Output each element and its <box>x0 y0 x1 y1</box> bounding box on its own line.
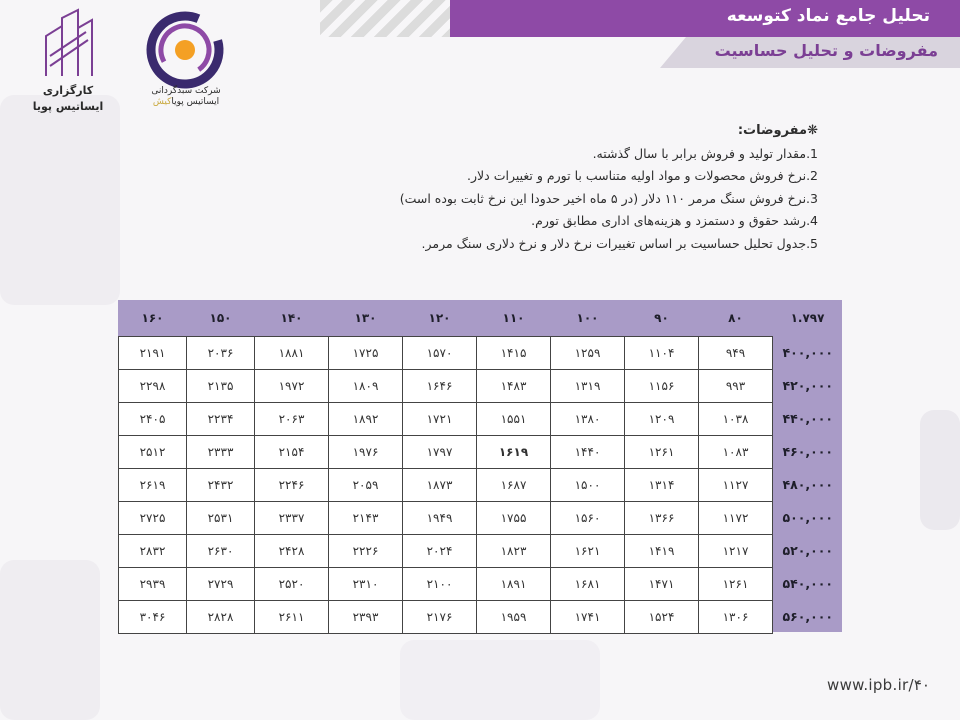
table-cell: ۱۷۹۷ <box>403 435 477 468</box>
assumption-item: 2.نرخ فروش محصولات و مواد اولیه متناسب با تورم و تغییرات دلار. <box>467 168 818 183</box>
section-title: مفروضات و تحلیل حساسیت <box>714 41 938 60</box>
table-cell: ۲۶۱۹ <box>119 468 187 501</box>
table-row <box>119 369 843 402</box>
table-cell: ۲۷۲۹ <box>187 567 255 600</box>
table-cell: ۱۸۸۱ <box>255 336 329 369</box>
table-cell: ۲۴۰۵ <box>119 402 187 435</box>
assumptions-heading-text: مفروضات: <box>737 123 808 138</box>
table-cell: ۲۹۳۹ <box>119 567 187 600</box>
page-title: تحلیل جامع نماد کتوسعه <box>726 6 930 26</box>
table-cell: ۲۴۳۲ <box>187 468 255 501</box>
table-cell: ۱۴۱۵ <box>477 336 551 369</box>
assumption-item: 3.نرخ فروش سنگ مرمر ۱۱۰ دلار (در ۵ ماه اخیر حدودا این نرخ ثابت بوده است) <box>399 190 818 206</box>
table-cell: ۱۶۸۱ <box>551 567 625 600</box>
row-header: ۴۲۰,۰۰۰ <box>782 378 834 393</box>
background-panel <box>920 410 960 530</box>
table-row <box>119 336 843 369</box>
table-cell: ۱۰۸۳ <box>699 435 773 468</box>
background-panel <box>0 95 120 305</box>
column-header: ۱۵۰ <box>209 310 232 325</box>
logo-text: کارگزاری <box>42 84 94 97</box>
table-cell: ۱۲۶۱ <box>625 435 699 468</box>
background-panel <box>0 560 100 720</box>
table-row <box>119 534 843 567</box>
table-cell: ۲۱۹۱ <box>119 336 187 369</box>
table-row <box>119 567 843 600</box>
table-row <box>119 468 843 501</box>
table-cell: ۳۰۴۶ <box>119 600 187 633</box>
sensitivity-table <box>118 300 843 634</box>
row-header: ۴۰۰,۰۰۰ <box>782 345 834 360</box>
sensitivity-table-container <box>118 300 842 632</box>
table-row <box>119 501 843 534</box>
table-cell: ۲۷۲۵ <box>119 501 187 534</box>
background-panel <box>400 640 600 720</box>
table-cell: ۱۸۹۱ <box>477 567 551 600</box>
table-cell: ۱۶۲۱ <box>551 534 625 567</box>
table-cell: ۱۰۳۸ <box>699 402 773 435</box>
table-cell: ۲۵۲۰ <box>255 567 329 600</box>
table-row <box>119 402 843 435</box>
table-cell: ۱۸۹۲ <box>329 402 403 435</box>
table-cell: ۲۰۳۶ <box>187 336 255 369</box>
logo-line: شرکت سبدگردانی <box>151 86 221 96</box>
column-header: ۱۲۰ <box>428 310 451 325</box>
column-header: ۱۰۰ <box>576 310 599 325</box>
column-header: ۸۰ <box>728 310 743 325</box>
table-cell: ۱۷۴۱ <box>551 600 625 633</box>
logo-text: ایساتیس پویا <box>32 100 104 113</box>
row-header: ۴۴۰,۰۰۰ <box>782 411 834 426</box>
logo-line: کیش <box>152 97 172 107</box>
table-cell: ۲۳۹۳ <box>329 600 403 633</box>
table-cell: ۲۵۳۱ <box>187 501 255 534</box>
table-cell: ۲۸۲۸ <box>187 600 255 633</box>
table-cell: ۱۱۰۴ <box>625 336 699 369</box>
table-cell: ۱۴۸۳ <box>477 369 551 402</box>
table-cell: ۲۳۳۳ <box>187 435 255 468</box>
table-cell: ۱۳۱۹ <box>551 369 625 402</box>
assumptions-heading: ❋مفروضات: <box>737 123 818 138</box>
logo-line: ایساتیس پویا <box>171 97 220 107</box>
table-cell: ۱۳۱۴ <box>625 468 699 501</box>
kargozari-logo-icon <box>28 6 108 118</box>
table-cell: ۹۹۳ <box>699 369 773 402</box>
table-row <box>119 600 843 633</box>
column-header: ۹۰ <box>654 310 669 325</box>
table-cell: ۲۲۳۴ <box>187 402 255 435</box>
table-cell: ۲۱۵۴ <box>255 435 329 468</box>
row-header: ۵۲۰,۰۰۰ <box>782 543 834 558</box>
table-cell: ۱۶۸۷ <box>477 468 551 501</box>
table-cell: ۱۱۷۲ <box>699 501 773 534</box>
table-cell: ۲۶۳۰ <box>187 534 255 567</box>
column-header: ۱۶۰ <box>141 310 164 325</box>
table-cell: ۱۲۱۷ <box>699 534 773 567</box>
table-corner: ۱.۷۹۷ <box>790 311 825 325</box>
table-cell: ۲۱۰۰ <box>403 567 477 600</box>
table-cell: ۱۹۷۶ <box>329 435 403 468</box>
table-cell: ۲۳۳۷ <box>255 501 329 534</box>
table-cell: ۱۲۶۱ <box>699 567 773 600</box>
table-cell: ۲۱۴۳ <box>329 501 403 534</box>
table-cell: ۱۹۴۹ <box>403 501 477 534</box>
table-cell: ۱۱۲۷ <box>699 468 773 501</box>
footer-url: www.ipb.ir <box>827 676 909 694</box>
table-cell: ۲۱۷۶ <box>403 600 477 633</box>
table-cell: ۱۲۵۹ <box>551 336 625 369</box>
assumptions-block <box>258 120 818 255</box>
footer: www.ipb.ir/۴۰ <box>827 676 930 694</box>
table-cell: ۲۲۲۶ <box>329 534 403 567</box>
table-cell: ۱۵۵۱ <box>477 402 551 435</box>
table-body <box>119 336 843 633</box>
table-cell: ۲۲۴۶ <box>255 468 329 501</box>
row-header: ۴۶۰,۰۰۰ <box>782 444 834 459</box>
table-cell: ۱۵۲۴ <box>625 600 699 633</box>
table-cell: ۱۳۸۰ <box>551 402 625 435</box>
page-number: ۴۰ <box>913 676 930 694</box>
row-header: ۵۶۰,۰۰۰ <box>782 609 834 624</box>
table-cell: ۲۰۶۳ <box>255 402 329 435</box>
row-header: ۵۴۰,۰۰۰ <box>782 576 834 591</box>
table-cell: ۱۸۲۳ <box>477 534 551 567</box>
table-cell: ۱۵۶۰ <box>551 501 625 534</box>
table-cell: ۱۷۲۱ <box>403 402 477 435</box>
table-cell: ۲۱۳۵ <box>187 369 255 402</box>
table-header-row <box>119 300 843 336</box>
column-header: ۱۳۰ <box>354 310 377 325</box>
row-header: ۵۰۰,۰۰۰ <box>782 510 834 525</box>
table-cell: ۱۴۱۹ <box>625 534 699 567</box>
table-cell: ۱۴۴۰ <box>551 435 625 468</box>
assumption-item: 5.جدول تحلیل حساسیت بر اساس تغییرات نرخ دلار و نرخ دلاری سنگ مرمر. <box>421 235 818 251</box>
table-cell: ۲۵۱۲ <box>119 435 187 468</box>
table-cell: ۱۸۰۹ <box>329 369 403 402</box>
table-cell: ۲۳۱۰ <box>329 567 403 600</box>
table-cell: ۱۶۴۶ <box>403 369 477 402</box>
column-header: ۱۱۰ <box>502 310 525 325</box>
table-cell: ۱۸۷۳ <box>403 468 477 501</box>
row-header: ۴۸۰,۰۰۰ <box>782 477 834 492</box>
table-cell: ۱۵۰۰ <box>551 468 625 501</box>
table-cell: ۲۴۲۸ <box>255 534 329 567</box>
table-cell: ۱۵۷۰ <box>403 336 477 369</box>
table-cell: ۲۰۵۹ <box>329 468 403 501</box>
table-cell: ۱۴۷۱ <box>625 567 699 600</box>
table-cell: ۱۷۵۵ <box>477 501 551 534</box>
sabadgardani-logo-text <box>138 86 234 108</box>
table-cell: ۹۴۹ <box>699 336 773 369</box>
column-header: ۱۴۰ <box>280 310 303 325</box>
table-cell: ۲۰۲۴ <box>403 534 477 567</box>
table-cell: ۱۹۵۹ <box>477 600 551 633</box>
table-cell: ۱۷۲۵ <box>329 336 403 369</box>
table-cell: ۲۸۳۲ <box>119 534 187 567</box>
table-row <box>119 435 843 468</box>
table-cell: ۲۲۹۸ <box>119 369 187 402</box>
table-cell: ۲۶۱۱ <box>255 600 329 633</box>
table-cell: ۱۳۶۶ <box>625 501 699 534</box>
table-cell: ۱۲۰۹ <box>625 402 699 435</box>
header-stripes <box>320 0 450 37</box>
assumption-item: 1.مقدار تولید و فروش برابر با سال گذشته. <box>592 145 818 161</box>
table-cell: ۱۳۰۶ <box>699 600 773 633</box>
table-cell: ۱۹۷۲ <box>255 369 329 402</box>
table-cell: ۱۶۱۹ <box>477 435 551 468</box>
assumption-item: 4.رشد حقوق و دستمزد و هزینه‌های اداری مطابق تورم. <box>531 213 818 228</box>
table-cell: ۱۱۵۶ <box>625 369 699 402</box>
